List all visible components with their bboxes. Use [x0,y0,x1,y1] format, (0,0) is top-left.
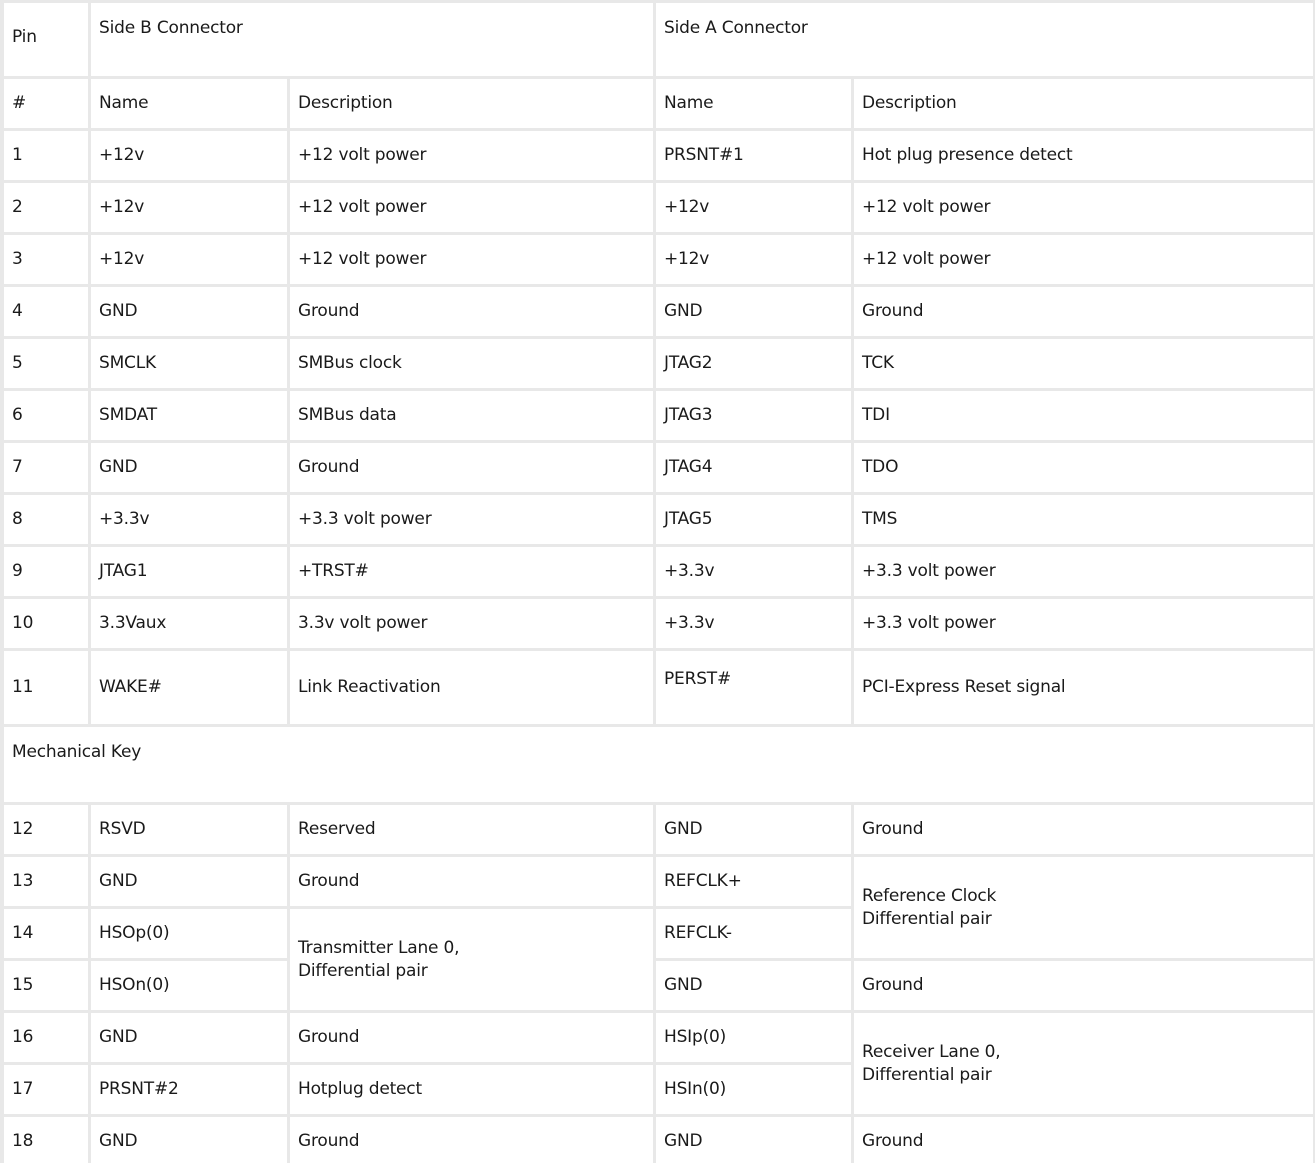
side-a-name: HSIp(0) [656,1013,851,1062]
pin-number: 15 [4,961,88,1010]
side-b-description-header: Description [290,79,653,128]
side-a-description: TMS [854,495,1313,544]
side-a-name: REFCLK+ [656,857,851,906]
side-b-name: HSOn(0) [91,961,287,1010]
side-b-description: Ground [290,857,653,906]
pin-header: Pin [4,3,88,76]
side-a-name: JTAG2 [656,339,851,388]
side-b-name: JTAG1 [91,547,287,596]
side-a-name: JTAG3 [656,391,851,440]
pin-number: 13 [4,857,88,906]
side-a-name: +12v [656,235,851,284]
side-b-description: +12 volt power [290,235,653,284]
pin-number: 18 [4,1117,88,1166]
pin-number: 8 [4,495,88,544]
side-b-name: WAKE# [91,651,287,724]
pin-number: 6 [4,391,88,440]
side-a-name: JTAG4 [656,443,851,492]
side-a-header: Side A Connector [656,3,1313,76]
side-b-name: PRSNT#2 [91,1065,287,1114]
pin-number: 14 [4,909,88,958]
transmitter-description: Transmitter Lane 0, Differential pair [290,909,653,1010]
side-a-description: +12 volt power [854,183,1313,232]
side-a-description-header: Description [854,79,1313,128]
side-a-name: +3.3v [656,599,851,648]
pin-number: 11 [4,651,88,724]
side-b-name: RSVD [91,805,287,854]
side-b-description: Link Reactivation [290,651,653,724]
side-a-name: REFCLK- [656,909,851,958]
side-a-name: PRSNT#1 [656,131,851,180]
pin-number: 7 [4,443,88,492]
side-b-description: Ground [290,1013,653,1062]
side-b-description: SMBus data [290,391,653,440]
side-a-name: JTAG5 [656,495,851,544]
side-a-description: Hot plug presence detect [854,131,1313,180]
pin-number: 2 [4,183,88,232]
side-a-description: +3.3 volt power [854,547,1313,596]
pin-number: 10 [4,599,88,648]
refclk-description: Reference Clock Differential pair [854,857,1313,958]
pin-number: 3 [4,235,88,284]
side-a-description: Ground [854,961,1313,1010]
side-b-name-header: Name [91,79,287,128]
side-a-description: +3.3 volt power [854,599,1313,648]
pin-number: 9 [4,547,88,596]
side-b-description: Ground [290,287,653,336]
side-b-name: GND [91,1117,287,1166]
side-a-name: GND [656,961,851,1010]
side-b-name: GND [91,443,287,492]
side-b-description: +12 volt power [290,131,653,180]
side-b-description: SMBus clock [290,339,653,388]
side-a-name: GND [656,287,851,336]
side-a-description: Ground [854,805,1313,854]
side-b-description: 3.3v volt power [290,599,653,648]
side-a-description: TDO [854,443,1313,492]
pin-number-header: # [4,79,88,128]
side-b-description: +12 volt power [290,183,653,232]
side-a-description: TDI [854,391,1313,440]
side-a-name: PERST# [656,651,851,724]
side-b-description: Reserved [290,805,653,854]
pin-number: 1 [4,131,88,180]
side-b-name: +3.3v [91,495,287,544]
side-a-name: +12v [656,183,851,232]
side-a-description: Ground [854,287,1313,336]
receiver-description: Receiver Lane 0, Differential pair [854,1013,1313,1114]
side-b-name: 3.3Vaux [91,599,287,648]
side-b-description: +TRST# [290,547,653,596]
side-a-name-header: Name [656,79,851,128]
side-b-name: GND [91,857,287,906]
mechanical-key-row: Mechanical Key [4,727,1313,802]
side-b-description: Ground [290,1117,653,1166]
side-b-name: HSOp(0) [91,909,287,958]
side-b-name: SMDAT [91,391,287,440]
side-a-name: +3.3v [656,547,851,596]
side-b-description: Ground [290,443,653,492]
side-a-name: GND [656,805,851,854]
side-b-header: Side B Connector [91,3,653,76]
side-a-description: +12 volt power [854,235,1313,284]
pin-number: 4 [4,287,88,336]
side-a-name: HSIn(0) [656,1065,851,1114]
side-b-name: +12v [91,183,287,232]
side-a-description: Ground [854,1117,1313,1166]
side-b-name: SMCLK [91,339,287,388]
side-b-description: Hotplug detect [290,1065,653,1114]
pin-number: 12 [4,805,88,854]
side-b-name: +12v [91,131,287,180]
side-b-description: +3.3 volt power [290,495,653,544]
pin-number: 16 [4,1013,88,1062]
side-a-name: GND [656,1117,851,1166]
pin-number: 5 [4,339,88,388]
pin-number: 17 [4,1065,88,1114]
side-a-description: TCK [854,339,1313,388]
side-a-description: PCI-Express Reset signal [854,651,1313,724]
side-b-name: GND [91,287,287,336]
side-b-name: GND [91,1013,287,1062]
side-b-name: +12v [91,235,287,284]
